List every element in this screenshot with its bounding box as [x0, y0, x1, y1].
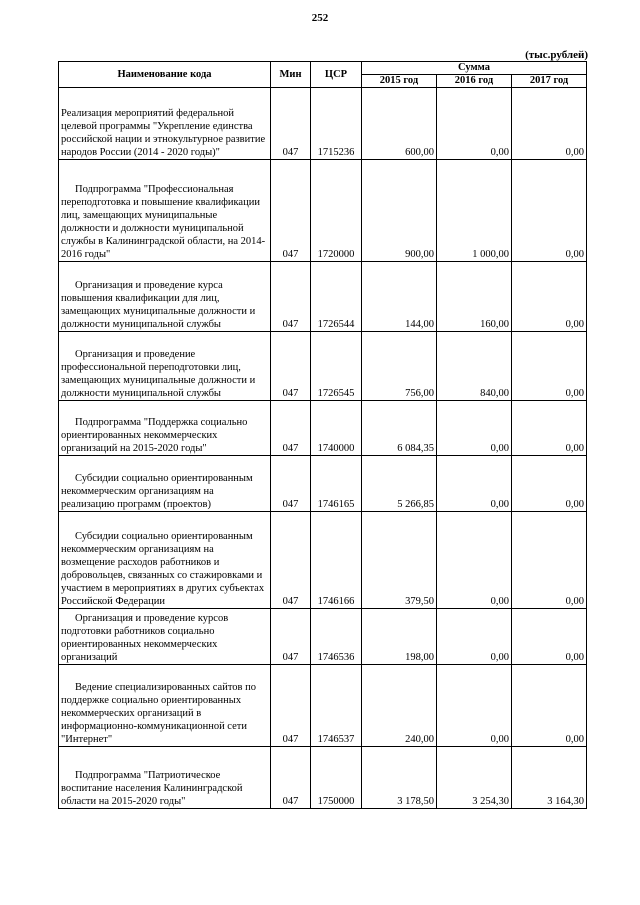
row-name: Организация и проведение курсов подготовки работников социально ориентированных некоммерческих организаций	[59, 609, 271, 665]
row-name: Субсидии социально ориентированным некоммерческим организациям на возмещение расходов работников и добровольцев, связанных со стажировками и участием в мероприятиях в других субъектах Российской Федерации	[59, 512, 271, 609]
row-csr: 1746166	[311, 512, 362, 609]
header-min: Мин	[271, 62, 311, 88]
row-min: 047	[271, 665, 311, 747]
table-row	[59, 160, 587, 262]
row-csr: 1746536	[311, 609, 362, 665]
row-min: 047	[271, 401, 311, 456]
row-2016: 3 254,30	[437, 747, 512, 809]
row-csr: 1746537	[311, 665, 362, 747]
row-2015: 600,00	[362, 88, 437, 160]
row-2015: 144,00	[362, 262, 437, 332]
row-2017: 0,00	[512, 512, 587, 609]
row-2017: 0,00	[512, 332, 587, 401]
row-2016: 0,00	[437, 609, 512, 665]
header-name: Наименование кода	[59, 62, 271, 88]
row-2017: 0,00	[512, 665, 587, 747]
header-year-2015: 2015 год	[362, 75, 437, 88]
row-name: Подпрограмма "Профессиональная переподготовка и повышение квалификации лиц, замещающих муниципальные должности и должности муниципальной службы в Калининградской области, на 2014-2016 годы"	[59, 160, 271, 262]
row-name: Организация и проведение профессиональной переподготовки лиц, замещающих муниципальные должности и должности муниципальной службы	[59, 332, 271, 401]
row-name: Организация и проведение курса повышения квалификации для лиц, замещающих муниципальные должности и должности муниципальной службы	[59, 262, 271, 332]
table-row	[59, 747, 587, 809]
row-2015: 756,00	[362, 332, 437, 401]
row-name: Ведение специализированных сайтов по поддержке социально ориентированных некоммерческих организаций в информационно-коммуникационной сети "Интернет"	[59, 665, 271, 747]
row-csr: 1720000	[311, 160, 362, 262]
table-header-row	[59, 62, 587, 75]
table-row	[59, 88, 587, 160]
header-csr: ЦСР	[311, 62, 362, 88]
row-csr: 1750000	[311, 747, 362, 809]
row-2016: 0,00	[437, 512, 512, 609]
header-year-2016: 2016 год	[437, 75, 512, 88]
row-2017: 0,00	[512, 401, 587, 456]
row-2016: 0,00	[437, 456, 512, 512]
table-row	[59, 456, 587, 512]
row-min: 047	[271, 609, 311, 665]
row-2016: 0,00	[437, 665, 512, 747]
row-2015: 6 084,35	[362, 401, 437, 456]
row-2017: 0,00	[512, 262, 587, 332]
row-2017: 0,00	[512, 160, 587, 262]
row-csr: 1746165	[311, 456, 362, 512]
row-2016: 1 000,00	[437, 160, 512, 262]
page-number: 252	[311, 12, 329, 24]
row-csr: 1715236	[311, 88, 362, 160]
row-min: 047	[271, 332, 311, 401]
row-name: Субсидии социально ориентированным некоммерческим организациям на реализацию программ (проектов)	[59, 456, 271, 512]
row-2017: 0,00	[512, 88, 587, 160]
row-2015: 3 178,50	[362, 747, 437, 809]
table-row	[59, 512, 587, 609]
row-csr: 1740000	[311, 401, 362, 456]
row-2016: 160,00	[437, 262, 512, 332]
budget-table	[58, 61, 587, 809]
row-2015: 198,00	[362, 609, 437, 665]
row-name: Реализация мероприятий федеральной целевой программы "Укрепление единства российской нации и этнокультурное развитие народов России (2014 - 2020 годы)"	[59, 88, 271, 160]
row-min: 047	[271, 88, 311, 160]
row-min: 047	[271, 160, 311, 262]
row-csr: 1726544	[311, 262, 362, 332]
table-row	[59, 665, 587, 747]
row-min: 047	[271, 512, 311, 609]
header-year-2017: 2017 год	[512, 75, 587, 88]
table-row	[59, 401, 587, 456]
row-csr: 1726545	[311, 332, 362, 401]
row-2016: 840,00	[437, 332, 512, 401]
row-2017: 3 164,30	[512, 747, 587, 809]
row-min: 047	[271, 262, 311, 332]
row-2015: 900,00	[362, 160, 437, 262]
units-label: (тыс.рублей)	[525, 49, 588, 61]
row-min: 047	[271, 747, 311, 809]
row-min: 047	[271, 456, 311, 512]
row-2015: 379,50	[362, 512, 437, 609]
row-2016: 0,00	[437, 88, 512, 160]
table-row	[59, 609, 587, 665]
header-sum: Сумма	[362, 62, 587, 75]
row-2017: 0,00	[512, 456, 587, 512]
table-row	[59, 332, 587, 401]
row-2015: 240,00	[362, 665, 437, 747]
row-2015: 5 266,85	[362, 456, 437, 512]
row-name: Подпрограмма "Патриотическое воспитание населения Калининградской области на 2015-2020 годы"	[59, 747, 271, 809]
row-name: Подпрограмма "Поддержка социально ориентированных некоммерческих организаций на 2015-2020 годы"	[59, 401, 271, 456]
table-row	[59, 262, 587, 332]
row-2017: 0,00	[512, 609, 587, 665]
row-2016: 0,00	[437, 401, 512, 456]
